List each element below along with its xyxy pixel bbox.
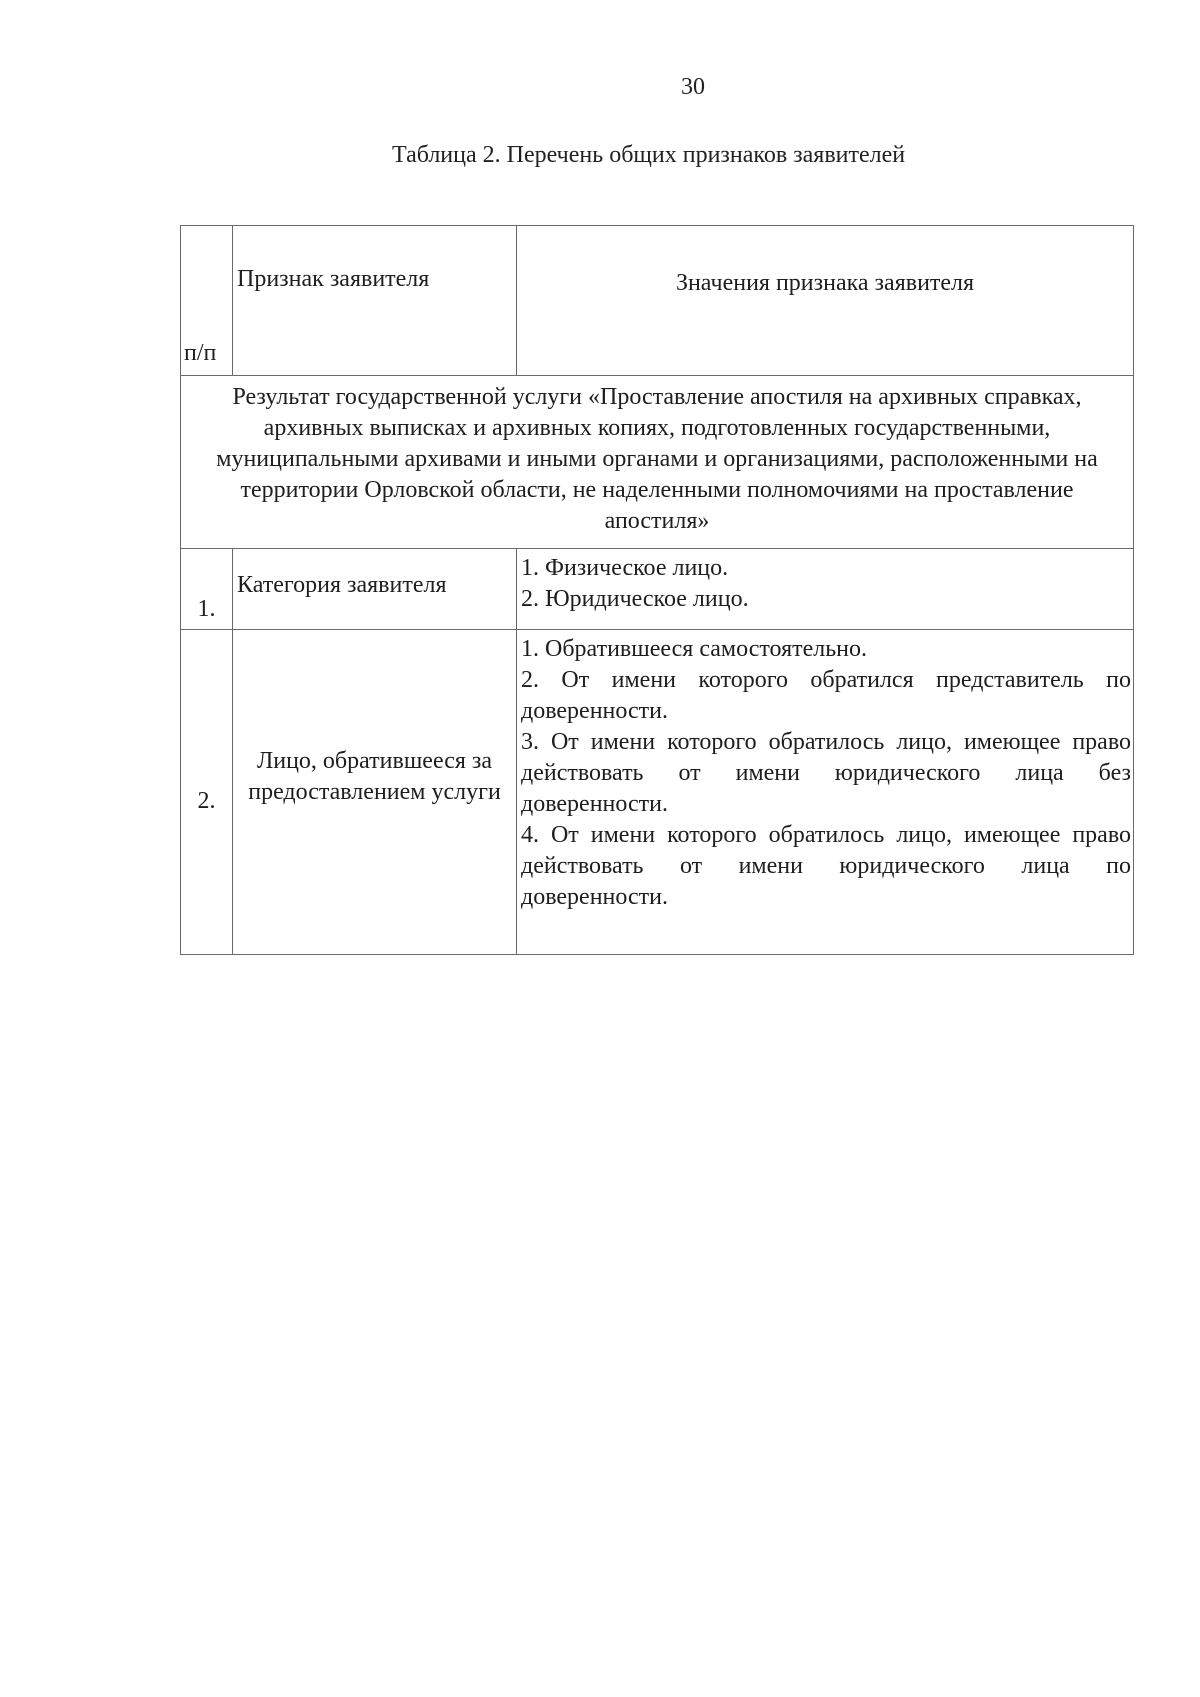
- row-attribute: Лицо, обратившееся за предоставлением услуги: [233, 630, 517, 955]
- row-attribute: Категория заявителя: [233, 549, 517, 630]
- value-item: 1. Обратившееся самостоятельно.: [521, 636, 868, 662]
- row-values: [517, 630, 1134, 955]
- header-attribute-cell: Признак заявителя: [233, 226, 517, 376]
- applicant-attributes-table: [180, 225, 1134, 955]
- table-row: [181, 549, 1134, 630]
- value-item: 4. От имени которого обратилось лицо, имеющее право действовать от имени юридического лица по доверенности.: [521, 822, 1131, 910]
- value-item: 2. От имени которого обратился представитель по доверенности.: [521, 667, 1131, 724]
- header-values-cell: Значения признака заявителя: [517, 226, 1134, 376]
- section-row: [181, 376, 1134, 549]
- page-number: 30: [681, 74, 705, 100]
- table-row: [181, 630, 1134, 955]
- header-number-cell: п/п: [181, 226, 233, 376]
- value-item: 3. От имени которого обратилось лицо, имеющее право действовать от имени юридического лица без доверенности.: [521, 729, 1131, 817]
- row-number: 1.: [181, 549, 233, 630]
- row-number: 2.: [181, 630, 233, 955]
- table-header-row: [181, 226, 1134, 376]
- value-item: 2. Юридическое лицо.: [521, 586, 749, 612]
- section-title: Результат государственной услуги «Проставление апостиля на архивных справках, архивных выписках и архивных копиях, подготовленных государственными, муниципальными архивами и иными органами и организациями, расположенными на территории Орловской области, не наделенными полномочиями на проставление апостиля»: [181, 376, 1134, 549]
- row-values: [517, 549, 1134, 630]
- table-caption: Таблица 2. Перечень общих признаков заявителей: [392, 142, 906, 168]
- value-item: 1. Физическое лицо.: [521, 555, 729, 581]
